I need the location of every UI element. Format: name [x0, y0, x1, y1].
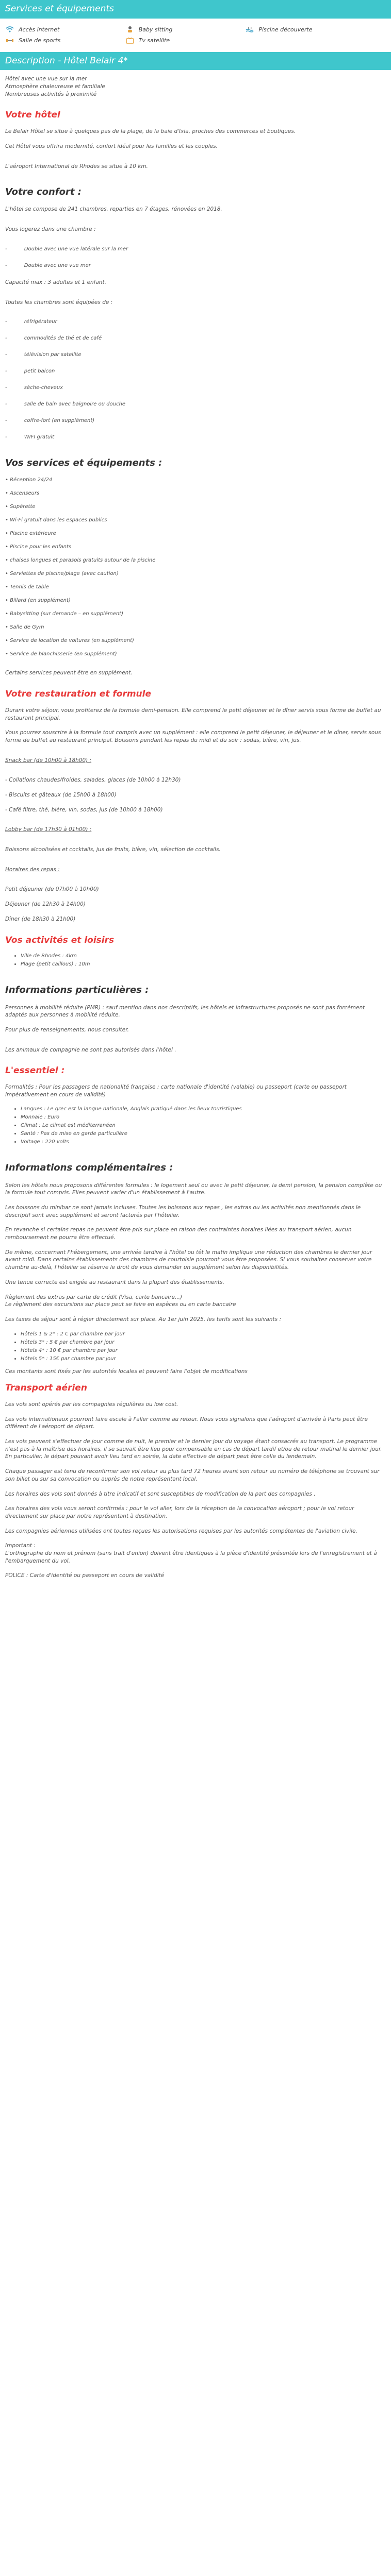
- list-item: - réfrigérateur: [5, 318, 386, 326]
- paragraph: Les vols sont opérés par les compagnies régulières ou low cost.: [5, 1401, 178, 1408]
- paragraph: Les taxes de séjour sont à régler directement sur place. Au 1er juin 2025, les tarifs sont les suivants :: [5, 1316, 281, 1323]
- list-item: • Supérette: [5, 504, 36, 510]
- paragraph: Les boissons du minibar ne sont jamais incluses. Toutes les boissons aux repas , les extras ou les activités non mentionnés dans le descriptif sont avec supplément et seront facturés par l'hôtelier.: [5, 1205, 361, 1218]
- pool-icon: [245, 26, 254, 33]
- list-item: • Ville de Rhodes : 4km: [21, 953, 386, 960]
- intro-line: Atmosphère chaleureuse et familiale: [5, 83, 105, 90]
- list-item: • Hôtels 5* : 15€ par chambre par jour: [21, 1355, 386, 1363]
- compl-title: Informations complémentaires :: [5, 1162, 173, 1174]
- paragraph: Les horaires des vols sont donnés à titre indicatif et sont susceptibles de modification de la part des compagnies .: [5, 1490, 316, 1497]
- list-item: • Hôtels 1 & 2* : 2 € par chambre par jour: [21, 1331, 386, 1338]
- hotel-services-list: [5, 477, 386, 658]
- list-item: - sèche-cheveux: [5, 384, 386, 392]
- taxes-list: [21, 1331, 386, 1363]
- service-label: Piscine découverte: [258, 26, 313, 33]
- service-item-internet: [5, 26, 125, 33]
- paragraph: Petit déjeuner (de 07h00 à 10h00): [5, 886, 99, 893]
- baby-icon: [125, 26, 135, 33]
- list-item: • Salle de Gym: [5, 624, 44, 631]
- paragraph: Les compagnies aériennes utilisées ont toutes reçues les autorisations requises par les autorités compétentes de l'aviation civile.: [5, 1528, 357, 1534]
- essentiel-title: L'essentiel :: [5, 1065, 65, 1076]
- paragraph: Ces montants sont fixés par les autorités locales et peuvent faire l'objet de modifications: [5, 1368, 248, 1375]
- paragraph: L'hôtel se compose de 241 chambres, reparties en 7 étages, rénovées en 2018.: [5, 206, 222, 213]
- service-label: Accès internet: [19, 26, 60, 33]
- transport-title: Transport aérien: [5, 1383, 87, 1394]
- paragraph: En revanche si certains repas ne peuvent être pris sur place en raison des contraintes horaires liées au transport aérien, aucun remboursement ne pourra être effectué.: [5, 1227, 352, 1241]
- essentiel-list: [21, 1106, 386, 1146]
- paragraph: Vous logerez dans une chambre :: [5, 226, 96, 233]
- list-item: - Double avec une vue mer: [5, 262, 386, 269]
- list-item: - télévision par satellite: [5, 351, 386, 359]
- service-item-gym: [5, 37, 125, 44]
- paragraph: Formalités : Pour les passagers de nationalité française : carte nationale d'identité (valable) ou passeport (carte ou passeport impérativement en cours de validité): [5, 1084, 347, 1098]
- paragraph: Les horaires des vols vous seront confirmés : pour le vol aller, lors de la réception de la convocation aéroport ; pour le vol retour directement sur place par notre représentant à destination.: [5, 1505, 354, 1519]
- paragraph: Capacité max : 3 adultes et 1 enfant.: [5, 279, 106, 285]
- paragraph: Durant votre séjour, vous profiterez de la formule demi-pension. Elle comprend le petit déjeuner et le dîner servis sous forme de buffet au restaurant principal.: [5, 707, 381, 721]
- paragraph: Toutes les chambres sont équipées de :: [5, 299, 113, 306]
- paragraph: De même, concernant l'hébergement, une arrivée tardive à l'hôtel ou têt le matin implique une réduction des chambres le dernier jour avant midi. Dans certains établissements des chambres de courtoisie pourront vous être proposées. Si vous souhaitez conserver votre chambre au-delà, l'hôtelier se réserve le droit de vous demander un supplément selon les disponibilités.: [5, 1249, 372, 1271]
- list-item: • Santé : Pas de mise en garde particulière: [21, 1130, 386, 1138]
- restauration-title: Votre restauration et formule: [5, 689, 152, 700]
- list-item: • Plage (petit caillous) : 10m: [21, 961, 386, 968]
- services-header: Services et équipements: [0, 0, 391, 19]
- gym-icon: [5, 37, 14, 44]
- paragraph: Certains services peuvent être en supplément.: [5, 670, 133, 676]
- list-item: • Serviettes de piscine/plage (avec caution): [5, 571, 119, 577]
- paragraph: Pour plus de renseignements, nous consulter.: [5, 1026, 129, 1033]
- infos-title: Informations particulières :: [5, 985, 149, 996]
- wifi-icon: [5, 26, 14, 33]
- list-item: - petit balcon: [5, 368, 386, 375]
- service-item-baby-sitting: [125, 26, 246, 33]
- paragraph: Règlement des extras par carte de crédit (Visa, carte bancaire...): [5, 1294, 183, 1300]
- paragraph: Selon les hôtels nous proposons différentes formules : le logement seul ou avec le petit déjeuner, la demi pension, la pension complète ou la formule tout compris. Elles peuvent varier d'un établissement à l'autre.: [5, 1182, 382, 1196]
- paragraph: Déjeuner (de 12h30 à 14h00): [5, 901, 86, 908]
- list-item: • Climat : Le climat est méditerranéen: [21, 1122, 386, 1129]
- service-label: Baby sitting: [138, 26, 173, 33]
- paragraph: Cet Hôtel vous offrira modernité, confort idéal pour les familles et les couples.: [5, 143, 218, 149]
- paragraph: L'orthographe du nom et prénom (sans trait d'union) doivent être identiques à la pièce d'identité présentée lors de l'enregistrement et à l'embarquement du vol.: [5, 1550, 377, 1564]
- list-item: • Billard (en supplément): [5, 598, 71, 604]
- paragraph: Chaque passager est tenu de reconfirmer son vol retour au plus tard 72 heures avant son retour au numéro de téléphone se trouvant sur son billet ou sur sa convocation ou auprès de notre représentant local.: [5, 1468, 380, 1482]
- list-item: • Wi-Fi gratuit dans les espaces publics: [5, 517, 107, 523]
- paragraph: Une tenue correcte est exigée au restaurant dans la plupart des établissements.: [5, 1279, 224, 1285]
- service-label: Tv satellite: [138, 37, 170, 44]
- list-item: - WIFI gratuit: [5, 434, 386, 441]
- list-item: - coffre-fort (en supplément): [5, 417, 386, 425]
- paragraph: Personnes à mobilité réduite (PMR) : sauf mention dans nos descriptifs, les hôtels et infrastructures proposés ne sont pas forcément adaptés aux personnes à mobilité réduite.: [5, 1004, 365, 1019]
- paragraph: - Café filtre, thé, bière, vin, sodas, jus (de 10h00 à 18h00): [5, 806, 163, 813]
- paragraph: Le règlement des excursions sur place peut se faire en espèces ou en carte bancaire: [5, 1301, 236, 1308]
- list-item: • Tennis de table: [5, 584, 49, 590]
- paragraph: Vous pourrez souscrire à la formule tout compris avec un supplément : elle comprend le petit déjeuner, le déjeuner et le dîner, servis sous forme de buffet au restaurant principal. Boissons pendant les repas du midi et du soir : sodas, bière, vin, jus.: [5, 730, 381, 743]
- list-item: • Service de location de voitures (en supplément): [5, 638, 134, 644]
- list-item: - Double avec une vue latérale sur la mer: [5, 246, 386, 253]
- paragraph: - Biscuits et gâteaux (de 15h00 à 18h00): [5, 792, 117, 799]
- activites-title: Vos activités et loisirs: [5, 935, 115, 945]
- paragraph: Important :: [5, 1543, 36, 1549]
- confort-title: Votre confort :: [5, 187, 82, 198]
- list-item: • Réception 24/24: [5, 477, 53, 483]
- paragraph: Les animaux de compagnie ne sont pas autorisés dans l'hôtel .: [5, 1046, 176, 1053]
- snack-title: Snack bar (de 10h00 à 18h00) :: [5, 757, 92, 764]
- list-item: • Monnaie : Euro: [21, 1114, 386, 1121]
- list-item: • Service de blanchisserie (en supplément): [5, 651, 117, 657]
- paragraph: Dîner (de 18h30 à 21h00): [5, 916, 76, 922]
- list-item: - salle de bain avec baignoire ou douche: [5, 401, 386, 408]
- paragraph: Le Belair Hôtel se situe à quelques pas de la plage, de la baie d'Ixia, proches des commerces et boutiques.: [5, 128, 296, 135]
- description-body: [0, 72, 391, 1580]
- service-label: Salle de sports: [19, 37, 61, 44]
- list-item: - commodités de thé et de café: [5, 335, 386, 342]
- intro-line: Nombreuses activités à proximité: [5, 91, 97, 97]
- activites-list: [21, 953, 386, 968]
- list-item: • chaises longues et parasols gratuits autour de la piscine: [5, 557, 156, 564]
- list-item: • Hôtels 3* : 5 € par chambre par jour: [21, 1339, 386, 1346]
- paragraph: L'aéroport International de Rhodes se situe à 10 km.: [5, 163, 148, 170]
- list-item: • Ascenseurs: [5, 490, 40, 497]
- lobby-title: Lobby bar (de 17h30 à 01h00) :: [5, 826, 92, 833]
- hours-title: Horaires des repas :: [5, 866, 60, 873]
- votre-hotel-title: Votre hôtel: [5, 110, 60, 121]
- services-title: Vos services et équipements :: [5, 457, 162, 469]
- description-header: Description - Hôtel Belair 4*: [0, 52, 391, 71]
- paragraph: Les vols peuvent s'effectuer de jour comme de nuit, le premier et le dernier jour du voyage étant consacrés au transport. Le programme n'est pas à la maîtrise des horaires, il se sauvait être lieu pour compensable en cas de départ tardif et/ou de retour matinal le dernier jour. En particulier, le départ pouvant avoir lieu tard en soirée, la date effective de départ peut être celle du lendemain.: [5, 1438, 382, 1460]
- paragraph: Boissons alcoolisées et cocktails, jus de fruits, bière, vin, sélection de cocktails.: [5, 846, 221, 853]
- list-item: • Piscine extérieure: [5, 531, 56, 537]
- tv-icon: [125, 37, 135, 44]
- service-item-pool: [245, 26, 365, 33]
- paragraph: - Collations chaudes/froides, salades, glaces (de 10h00 à 12h30): [5, 777, 181, 784]
- list-item: • Voltage : 220 volts: [21, 1139, 386, 1146]
- list-item: • Babysitting (sur demande – en supplément): [5, 611, 124, 617]
- paragraph: Les vols internationaux pourront faire escale à l'aller comme au retour. Nous vous signalons que l'aéroport d'arrivée à Paris peut être différent de l'aéroport de départ.: [5, 1416, 368, 1430]
- list-item: • Piscine pour les enfants: [5, 544, 72, 550]
- services-grid: [0, 21, 391, 52]
- paragraph: POLICE : Carte d'identité ou passeport en cours de validité: [5, 1572, 165, 1579]
- list-item: • Langues : Le grec est la langue nationale, Anglais pratiqué dans les lieux touristiques: [21, 1106, 386, 1113]
- room-equipment-list: [5, 318, 386, 441]
- intro-line: Hôtel avec une vue sur la mer: [5, 76, 87, 82]
- list-item: • Hôtels 4* : 10 € par chambre par jour: [21, 1347, 386, 1354]
- room-types-list: [5, 246, 386, 269]
- service-item-tv: [125, 37, 246, 44]
